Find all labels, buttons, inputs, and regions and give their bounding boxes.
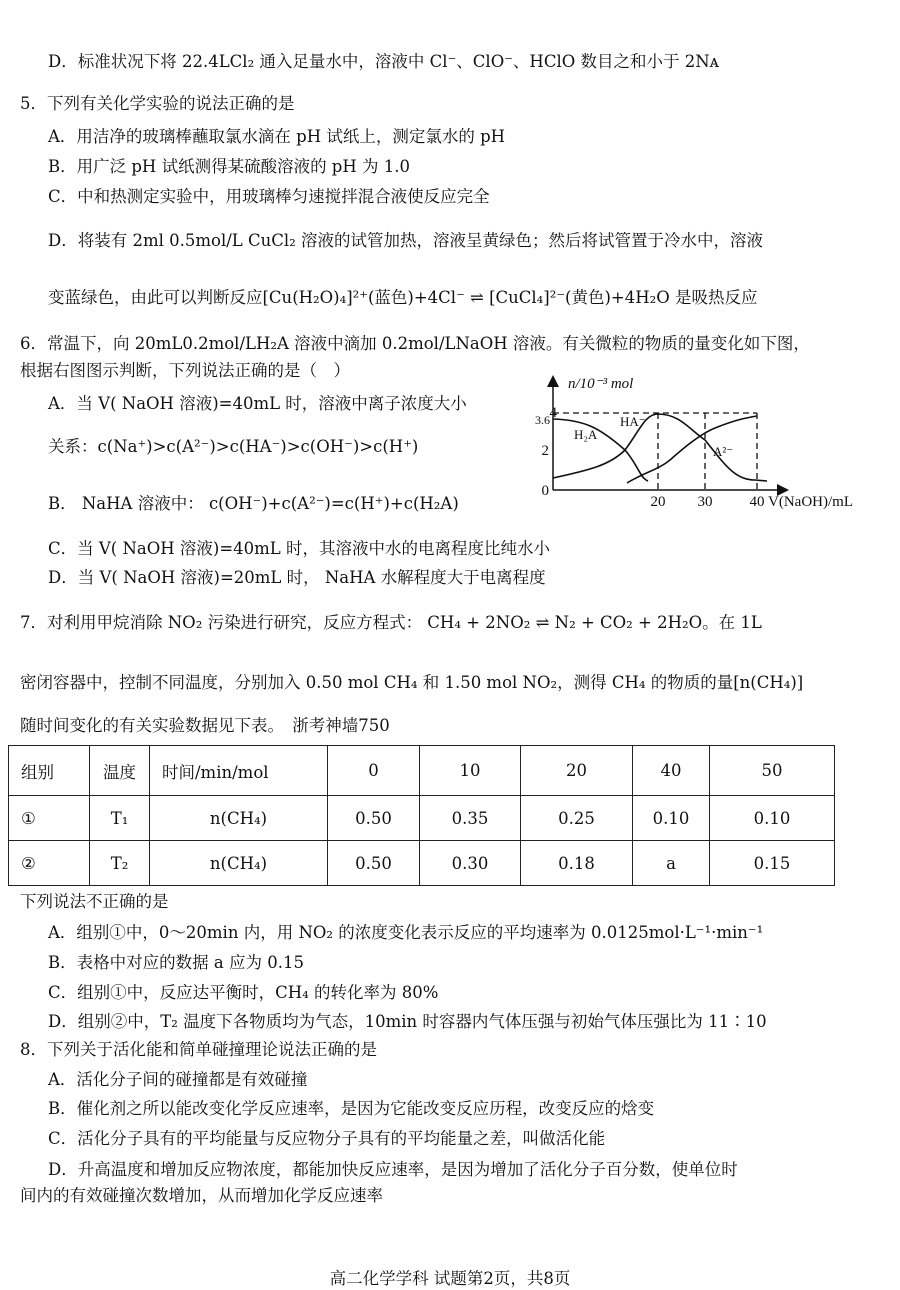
q6-option-b: B． NaHA 溶液中： c(OH⁻)+c(A²⁻)=c(H⁺)+c(H₂A) xyxy=(48,494,459,513)
y-tick: 3.6 xyxy=(535,413,550,427)
q7-stem: 7．对利用甲烷消除 NO₂ 污染进行研究，反应方程式： CH₄ + 2NO₂ ⇌ N₂ + CO₂ + 2H₂O。在 1L xyxy=(20,613,762,632)
label-h2a: H₂A xyxy=(574,427,598,442)
q6-option-c: C．当 V( NaOH 溶液)=40mL 时，其溶液中水的电离程度比纯水小 xyxy=(48,539,551,558)
table-row xyxy=(9,796,835,841)
q5-stem: 5．下列有关化学实验的说法正确的是 xyxy=(20,94,295,113)
header-cell: 组别 xyxy=(9,746,90,796)
titration-figure xyxy=(530,370,900,510)
q7-stem-cont2: 随时间变化的有关实验数据见下表。 浙考神墙750 xyxy=(20,716,390,735)
q7-stem-cont: 密闭容器中，控制不同温度，分别加入 0.50 mol CH₄ 和 1.50 mol NO₂，测得 CH₄ 的物质的量[n(CH₄)] xyxy=(20,673,804,692)
q8-option-d: D．升高温度和增加反应物浓度，都能加快反应速率，是因为增加了活化分子百分数，使单位时 xyxy=(48,1160,738,1179)
q7-option-d: D．组别②中，T₂ 温度下各物质均为气态，10min 时容器内气体压强与初始气体压强比为 11∶10 xyxy=(48,1012,767,1031)
header-cell: 20 xyxy=(521,746,633,796)
cell: T₁ xyxy=(90,796,150,841)
cell: n(CH₄) xyxy=(150,796,328,841)
data-table xyxy=(8,745,835,886)
x-axis-label: V(NaOH)/mL xyxy=(768,494,853,510)
q6-stem: 6．常温下，向 20mL0.2mol/LH₂A 溶液中滴加 0.2mol/LNaOH 溶液。有关微粒的物质的量变化如下图， xyxy=(20,334,810,353)
cell: 0.10 xyxy=(710,796,835,841)
q5-option-d: D．将装有 2ml 0.5mol/L CuCl₂ 溶液的试管加热，溶液呈黄绿色；然后将试管置于冷水中，溶液 xyxy=(48,231,764,250)
cell: 0.50 xyxy=(328,796,420,841)
y-tick: 4 xyxy=(549,405,557,421)
page-footer: 高二化学学科 试题第2页，共8页 xyxy=(329,1269,571,1288)
q6-option-a: A．当 V( NaOH 溶液)=40mL 时，溶液中离子浓度大小 xyxy=(48,394,467,413)
q7-option-a: A．组别①中，0～20min 内，用 NO₂ 的浓度变化表示反应的平均速率为 0.0125mol·L⁻¹·min⁻¹ xyxy=(48,923,764,942)
q7-option-c: C．组别①中，反应达平衡时，CH₄ 的转化率为 80% xyxy=(48,983,439,1002)
cell: 0.25 xyxy=(521,796,633,841)
table-header-row xyxy=(9,746,835,796)
label-a2: A²⁻ xyxy=(713,444,734,459)
q5-option-a: A．用洁净的玻璃棒蘸取氯水滴在 pH 试纸上，测定氯水的 pH xyxy=(48,127,506,146)
q5-option-b: B．用广泛 pH 试纸测得某硫酸溶液的 pH 为 1.0 xyxy=(48,157,410,176)
q7-question: 下列说法不正确的是 xyxy=(20,892,169,911)
cell: 0.18 xyxy=(521,841,633,886)
cell: 0.30 xyxy=(420,841,521,886)
label-ha: HA⁻ xyxy=(620,414,646,429)
x-tick: 20 xyxy=(650,494,666,510)
cell: 0.10 xyxy=(633,796,710,841)
q5-option-c: C．中和热测定实验中，用玻璃棒匀速搅拌混合液使反应完全 xyxy=(48,187,490,206)
header-cell: 10 xyxy=(420,746,521,796)
header-cell: 温度 xyxy=(90,746,150,796)
q8-option-b: B．催化剂之所以能改变化学反应速率，是因为它能改变反应历程，改变反应的焓变 xyxy=(48,1099,655,1118)
header-cell: 40 xyxy=(633,746,710,796)
q6-option-d: D．当 V( NaOH 溶液)=20mL 时， NaHA 水解程度大于电离程度 xyxy=(48,568,546,587)
y-tick: 2 xyxy=(541,443,549,459)
q4-option-d: D．标准状况下将 22.4LCl₂ 通入足量水中，溶液中 Cl⁻、ClO⁻、HClO 数目之和小于 2Nᴀ xyxy=(48,52,719,71)
header-cell: 时间/min/mol xyxy=(150,746,328,796)
cell: T₂ xyxy=(90,841,150,886)
cell: ② xyxy=(9,841,90,886)
x-tick: 40 xyxy=(749,494,765,510)
cell: ① xyxy=(9,796,90,841)
y-axis-label: n/10⁻³ mol xyxy=(568,376,634,392)
cell: 0.50 xyxy=(328,841,420,886)
header-cell: 0 xyxy=(328,746,420,796)
header-cell: 50 xyxy=(710,746,835,796)
y-tick: 0 xyxy=(541,483,549,499)
cell: 0.15 xyxy=(710,841,835,886)
q5-option-d-cont: 变蓝绿色，由此可以判断反应[Cu(H₂O)₄]²⁺(蓝色)+4Cl⁻ ⇌ [CuCl₄]²⁻(黄色)+4H₂O 是吸热反应 xyxy=(48,288,758,307)
cell: 0.35 xyxy=(420,796,521,841)
q8-stem: 8．下列关于活化能和简单碰撞理论说法正确的是 xyxy=(20,1040,377,1059)
q6-option-a-cont: 关系：c(Na⁺)>c(A²⁻)>c(HA⁻)>c(OH⁻)>c(H⁺) xyxy=(48,437,419,456)
q8-option-c: C．活化分子具有的平均能量与反应物分子具有的平均能量之差，叫做活化能 xyxy=(48,1129,606,1148)
cell: a xyxy=(633,841,710,886)
q6-stem-cont: 根据右图图示判断，下列说法正确的是（ ） xyxy=(20,361,350,380)
cell: n(CH₄) xyxy=(150,841,328,886)
x-tick: 30 xyxy=(697,494,713,510)
curve-a2 xyxy=(627,416,757,483)
q8-option-d-cont: 间内的有效碰撞次数增加，从而增加化学反应速率 xyxy=(20,1186,383,1205)
q8-option-a: A．活化分子间的碰撞都是有效碰撞 xyxy=(48,1070,308,1089)
table-row xyxy=(9,841,835,886)
q7-option-b: B．表格中对应的数据 a 应为 0.15 xyxy=(48,953,304,972)
